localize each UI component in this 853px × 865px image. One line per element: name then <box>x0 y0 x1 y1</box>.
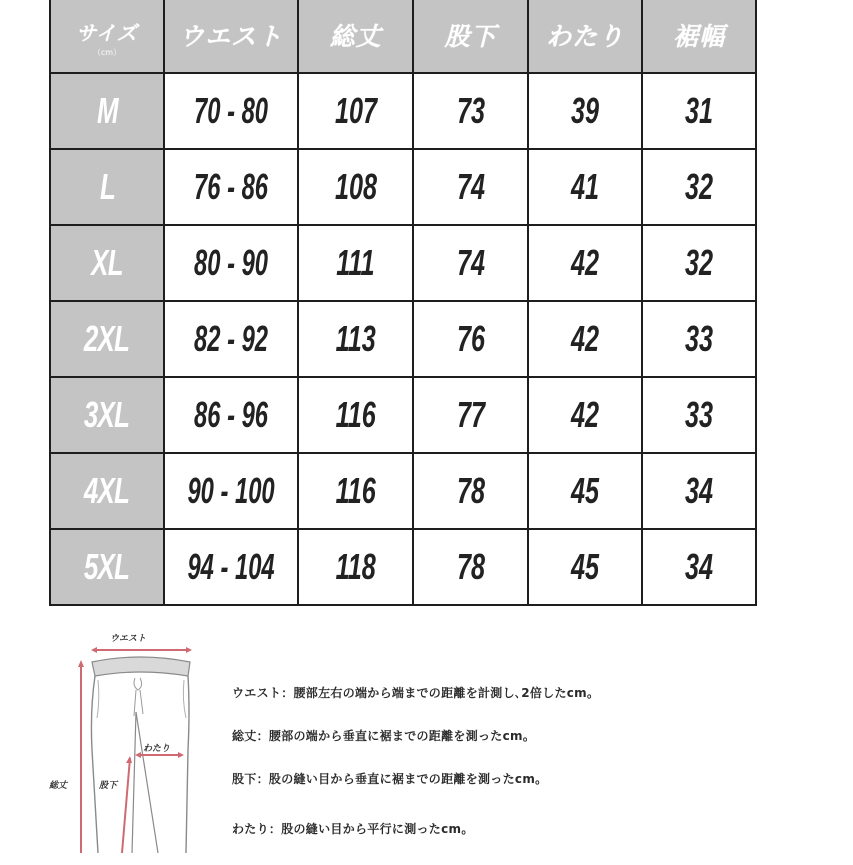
inseam-value: 77 <box>456 394 485 435</box>
waist-cell <box>164 377 298 453</box>
diagram-label-total-length: 総丈 <box>49 781 68 791</box>
pants-measurement-diagram <box>40 620 230 853</box>
waist-value: 90 - 100 <box>187 470 275 511</box>
size-label: L <box>99 166 115 207</box>
size-label: XL <box>91 242 123 283</box>
thigh-cell <box>528 149 642 225</box>
table-row-m <box>50 73 756 149</box>
thigh-cell <box>528 225 642 301</box>
description-waist: ウエスト：腰部左右の端から端までの距離を計測し､2倍したcm。 <box>232 686 600 700</box>
thigh-cell <box>528 453 642 529</box>
waist-cell <box>164 453 298 529</box>
size-cell <box>50 301 164 377</box>
thigh-value: 39 <box>571 90 600 131</box>
hem-width-value: 33 <box>685 394 714 435</box>
inseam-cell <box>413 529 528 605</box>
header-size <box>50 0 164 73</box>
total-length-cell <box>298 301 413 377</box>
table-row-l <box>50 149 756 225</box>
hem-width-value: 31 <box>685 90 714 131</box>
size-label: 2XL <box>84 318 130 359</box>
header-size-unit: （cm） <box>92 47 122 57</box>
header-total-length: 総丈 <box>298 0 413 73</box>
total-length-value: 111 <box>336 242 375 283</box>
waist-cell <box>164 225 298 301</box>
thigh-value: 41 <box>571 166 600 207</box>
total-length-cell <box>298 225 413 301</box>
waist-value: 86 - 96 <box>194 394 269 435</box>
hem-width-cell <box>642 149 756 225</box>
size-label: 5XL <box>84 546 130 587</box>
table-row-3xl <box>50 377 756 453</box>
size-label: M <box>96 90 118 131</box>
waist-value: 82 - 92 <box>194 318 269 359</box>
waist-value: 94 - 104 <box>187 546 275 587</box>
size-cell <box>50 149 164 225</box>
description-thigh: わたり：股の縫い目から平行に測ったcm。 <box>232 822 474 836</box>
inseam-value: 73 <box>456 90 485 131</box>
hem-width-cell <box>642 453 756 529</box>
inseam-value: 76 <box>456 318 485 359</box>
thigh-value: 42 <box>571 242 600 283</box>
header-row <box>50 0 756 73</box>
size-cell <box>50 529 164 605</box>
description-total-length: 総丈：腰部の端から垂直に裾までの距離を測ったcm。 <box>232 729 536 743</box>
inseam-cell <box>413 149 528 225</box>
total-length-value: 113 <box>335 318 376 359</box>
inseam-cell <box>413 73 528 149</box>
inseam-value: 74 <box>456 242 485 283</box>
waist-cell <box>164 529 298 605</box>
measurement-descriptions <box>232 686 752 865</box>
thigh-value: 42 <box>571 394 600 435</box>
header-waist: ウエスト <box>164 0 298 73</box>
header-thigh: わたり <box>528 0 642 73</box>
diagram-label-thigh: わたり <box>143 744 171 754</box>
hem-width-value: 34 <box>685 546 714 587</box>
thigh-cell <box>528 377 642 453</box>
thigh-cell <box>528 73 642 149</box>
total-length-cell <box>298 529 413 605</box>
thigh-cell <box>528 529 642 605</box>
inseam-value: 78 <box>456 546 485 587</box>
total-length-cell <box>298 377 413 453</box>
diagram-label-waist: ウエスト <box>110 634 147 644</box>
header-hem-width: 裾幅 <box>642 0 756 73</box>
total-length-cell <box>298 149 413 225</box>
size-chart-table <box>49 0 757 606</box>
hem-width-value: 34 <box>685 470 714 511</box>
size-cell <box>50 453 164 529</box>
thigh-value: 45 <box>571 470 600 511</box>
total-length-value: 118 <box>335 546 376 587</box>
header-inseam: 股下 <box>413 0 528 73</box>
hem-width-cell <box>642 225 756 301</box>
waist-value: 80 - 90 <box>194 242 269 283</box>
waist-cell <box>164 149 298 225</box>
thigh-cell <box>528 301 642 377</box>
waist-cell <box>164 73 298 149</box>
pants-illustration <box>40 620 230 853</box>
waist-cell <box>164 301 298 377</box>
waist-value: 76 - 86 <box>194 166 269 207</box>
waist-value: 70 - 80 <box>194 90 269 131</box>
hem-width-cell <box>642 377 756 453</box>
hem-width-value: 33 <box>685 318 714 359</box>
hem-width-cell <box>642 301 756 377</box>
total-length-cell <box>298 73 413 149</box>
total-length-cell <box>298 453 413 529</box>
thigh-value: 42 <box>571 318 600 359</box>
description-inseam: 股下：股の縫い目から垂直に裾までの距離を測ったcm。 <box>232 772 548 786</box>
inseam-cell <box>413 377 528 453</box>
table-row-2xl <box>50 301 756 377</box>
table-row-4xl <box>50 453 756 529</box>
inseam-value: 78 <box>456 470 485 511</box>
inseam-cell <box>413 453 528 529</box>
header-size-label: サイズ <box>76 20 138 45</box>
inseam-cell <box>413 225 528 301</box>
hem-width-cell <box>642 529 756 605</box>
hem-width-value: 32 <box>685 166 714 207</box>
total-length-value: 108 <box>334 166 377 207</box>
total-length-value: 107 <box>334 90 377 131</box>
thigh-value: 45 <box>571 546 600 587</box>
size-label: 3XL <box>84 394 130 435</box>
size-label: 4XL <box>84 470 130 511</box>
inseam-cell <box>413 301 528 377</box>
size-cell <box>50 225 164 301</box>
size-cell <box>50 73 164 149</box>
hem-width-value: 32 <box>685 242 714 283</box>
size-cell <box>50 377 164 453</box>
diagram-label-inseam: 股下 <box>99 781 118 791</box>
table-row-xl <box>50 225 756 301</box>
total-length-value: 116 <box>335 394 376 435</box>
hem-width-cell <box>642 73 756 149</box>
total-length-value: 116 <box>335 470 376 511</box>
inseam-value: 74 <box>456 166 485 207</box>
table-row-5xl <box>50 529 756 605</box>
